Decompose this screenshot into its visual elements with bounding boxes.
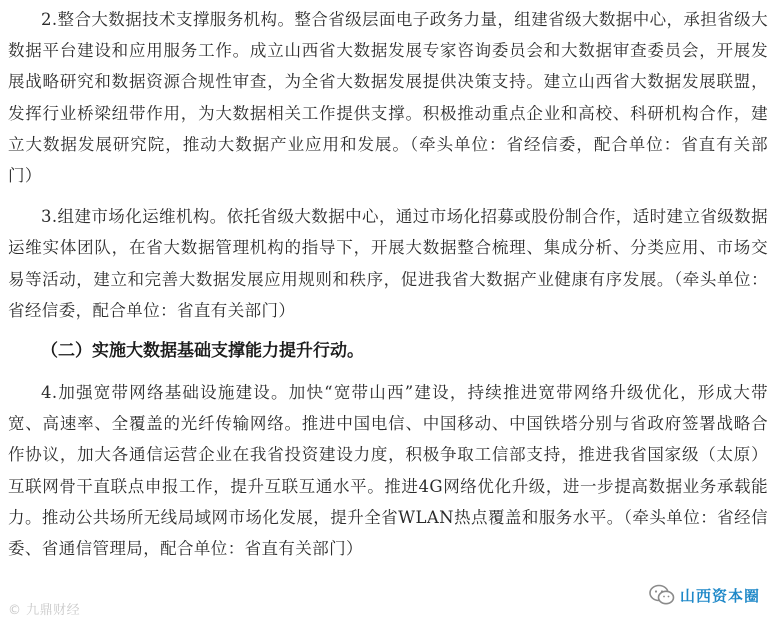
wechat-watermark [645,582,764,608]
paragraph-item-2: 2.整合大数据技术支撑服务机构。整合省级层面电子政务力量，组建省级大数据中心，承担省级大数据平台建设和应用服务工作。成立山西省大数据发展专家咨询委员会和大数据审查委员会，开展发展战略研究和数据资源合规性审查，为全省大数据发展提供决策支持。建立山西省大数据发展联盟，发挥行业桥梁纽带作用，为大数据相关工作提供支撑。积极推动重点企业和高校、科研机构合作，建立大数据发展研究院，推动大数据产业应用和发展。（牵头单位：省经信委，配合单位：省直有关部门） [8,10,768,186]
wechat-icon [649,584,675,606]
section-heading: （二）实施大数据基础支撑能力提升行动。 [41,341,364,362]
wechat-account-name: 山西资本圈 [679,586,760,605]
paragraph-item-4: 4.加强宽带网络基础设施建设。加快“宽带山西”建设，持续推进宽带网络升级优化，形成大带宽、高速率、全覆盖的光纤传输网络。推进中国电信、中国移动、中国铁塔分别与省政府签署战略合作协议，加大各通信运营企业在我省投资建设力度，积极争取工信部支持，推进我省国家级（太原）互联网骨干直联点申报工作，提升互联互通水平。推进4G网络优化升级，进一步提高数据业务承载能力。推动公共场所无线局域网市场化发展，提升全省WLAN热点覆盖和服务水平。（牵头单位：省经信委、省通信管理局，配合单位：省直有关部门） [8,383,768,559]
source-watermark: © 九鼎财经 [8,603,81,618]
paragraph-item-3: 3.组建市场化运维机构。依托省级大数据中心，通过市场化招募或股份制合作，适时建立省级数据运维实体团队，在省大数据管理机构的指导下，开展大数据整合梳理、集成分析、分类应用、市场交易等活动，建立和完善大数据发展应用规则和秩序，促进我省大数据产业健康有序发展。（牵头单位：省经信委，配合单位：省直有关部门） [8,207,768,320]
